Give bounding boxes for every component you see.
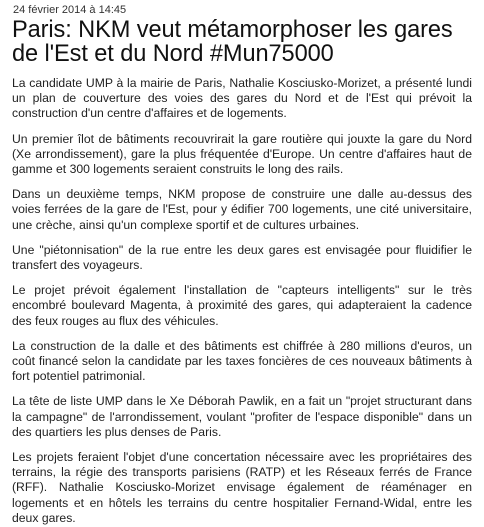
article-title: Paris: NKM veut métamorphoser les gares de l'Est et du Nord #Mun75000 [12, 17, 453, 67]
article-paragraph: La candidate UMP à la mairie de Paris, Nathalie Kosciusko-Morizet, a présenté lundi un plan de couverture des voies des gares du Nord et de l'Est qui prévoit la construction d'un centre d'affaires et de logements. [12, 76, 472, 121]
article-paragraph: La construction de la dalle et des bâtiments est chiffrée à 280 millions d'euros, un coût financé selon la candidate par les taxes foncières de ces nouveaux bâtiments à fort potentiel patrimonial. [12, 338, 472, 384]
article-paragraph: Les projets feraient l'objet d'une concertation nécessaire avec les propriétaires des terrains, la régie des transports parisiens (RATP) et les Réseaux ferrés de France (RFF). Nathalie Kosciusko-Morizet envisage également de réaménager en logements et en hôtels les terrains du centre hospitalier Fernand-Widal, entre les deux gares. [12, 450, 472, 525]
article-body [12, 76, 472, 526]
article-paragraph: Le projet prévoit également l'installation de "capteurs intelligents" sur le très encombré boulevard Magenta, à proximité des gares, qui adapteraient la cadence des feux rouges au flux des véhicules. [12, 283, 472, 328]
article-paragraph: Une "piétonnisation" de la rue entre les deux gares est envisagée pour fluidifier le transfert des voyageurs. [12, 242, 472, 273]
article-paragraph: Un premier îlot de bâtiments recouvrirait la gare routière qui jouxte la gare du Nord (Xe arrondissement), gare la plus fréquentée d'Europe. Un centre d'affaires haut de gamme et 300 logements seraient construits le long des rails. [12, 131, 472, 177]
article-date: 24 février 2014 à 14:45 [13, 4, 127, 16]
article-paragraph: Dans un deuxième temps, NKM propose de construire une dalle au-dessus des voies ferrées de la gare de l'Est, pour y édifier 700 logements, une cité universitaire, une crèche, ainsi qu'un complexe sportif et de cultures urbaines. [12, 187, 472, 232]
article-paragraph: La tête de liste UMP dans le Xe Déborah Pawlik, en a fait un "projet structurant dans la campagne" de l'arrondissement, voulant "profiter de l'espace disponible" dans un des quartiers les plus denses de Paris. [12, 394, 472, 439]
